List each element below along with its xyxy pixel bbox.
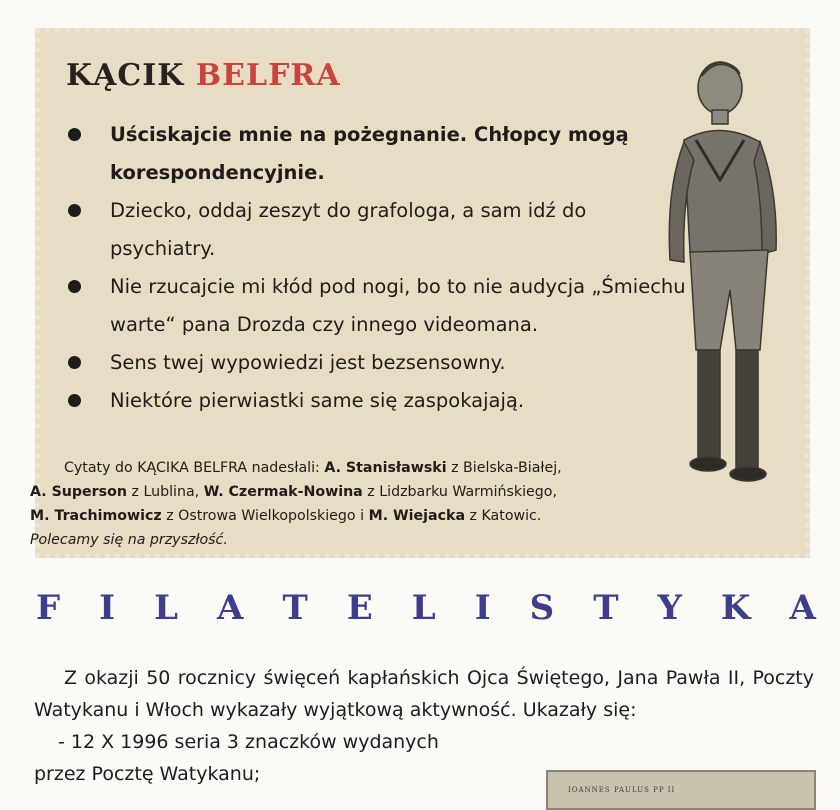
quote-item: Uściskajcie mnie na pożegnanie. Chłopcy mogą korespondencyjnie. <box>66 116 666 192</box>
schoolboy-illustration <box>632 50 802 510</box>
postage-stamp-image <box>546 770 816 810</box>
article-paragraph: Z okazji 50 rocznicy święceń kapłańskich Ojca Świętego, Jana Pawła II, Poczty Watykanu i Włoch wykazały wyjątkową aktywność. Ukazały się: <box>34 667 814 721</box>
bullet-dot-icon <box>68 280 81 293</box>
bullet-dot-icon <box>68 394 81 407</box>
bullet-dot-icon <box>68 356 81 369</box>
quote-list <box>66 116 686 420</box>
article-list-item-continued: przez Pocztę Watykanu; <box>34 763 261 785</box>
filatelistyka-heading: F I L A T E L I S T Y K A <box>36 588 816 628</box>
kacik-title <box>66 58 341 93</box>
quote-item: Nie rzucajcie mi kłód pod nogi, bo to nie audycja „Śmiechu warte“ pana Drozda czy innego videomana. <box>66 268 690 344</box>
stamp-caption: IOANNES PAULUS PP II <box>568 786 676 794</box>
bullet-dot-icon <box>68 128 81 141</box>
credits-block: Cytaty do KĄCIKA BELFRA nadesłali: A. Stanisławski z Bielska-Białej, A. Superson z Lublina, W. Czermak-Nowina z Lidzbarku Warmińskiego, M. Trachimowicz z Ostrowa Wielkopolskiego i M. Wiejacka z Katowic. Polecamy się na przyszłość. <box>30 460 562 548</box>
article-list-item: - 12 X 1996 seria 3 znaczków wydanych <box>58 731 439 753</box>
title-part2: BELFRA <box>195 58 341 93</box>
quote-item: Dziecko, oddaj zeszyt do grafologa, a sam idź do psychiatry. <box>66 192 666 268</box>
quote-item: Niektóre pierwiastki same się zaspokajają. <box>66 382 666 420</box>
bullet-dot-icon <box>68 204 81 217</box>
quote-item: Sens twej wypowiedzi jest bezsensowny. <box>66 344 666 382</box>
title-part1: KĄCIK <box>66 58 185 93</box>
